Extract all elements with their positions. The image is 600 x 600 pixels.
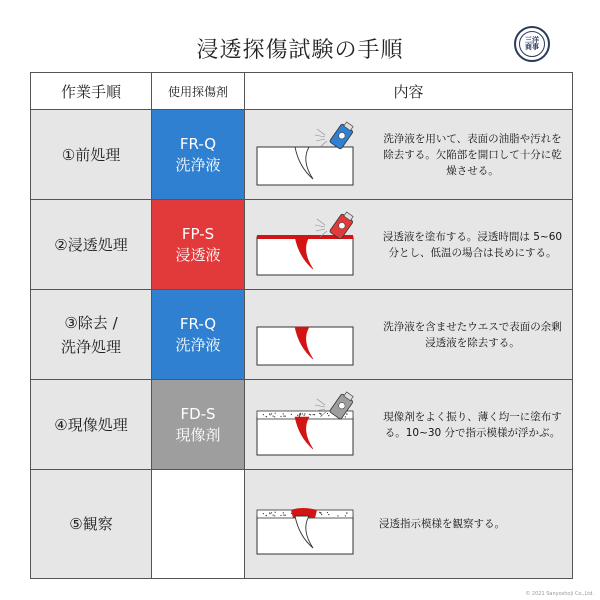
process-illustration [255,301,367,369]
agent-cell [152,380,245,470]
header-step: 作業手順 [31,73,152,110]
step-label: ②浸透処理 [31,200,152,290]
procedure-row [31,290,573,380]
content-cell [245,110,573,200]
step-label: ⑤観察 [31,470,152,579]
step-label: ④現像処理 [31,380,152,470]
header-agent: 使用探傷剤 [152,73,245,110]
agent-cell [152,200,245,290]
step-description: 洗浄液を含ませたウエスで表面の余剰浸透液を除去する。 [383,320,562,349]
header-content: 内容 [245,73,573,110]
agent-name: 現像剤 [175,425,221,444]
step-description: 浸透液を塗布する。浸透時間は 5~60 分とし、低温の場合は長めにする。 [382,230,563,259]
agent-cell [152,470,245,579]
procedure-table [30,72,573,579]
process-illustration [255,490,367,558]
agent-code: FD-S [180,404,216,423]
process-illustration [255,391,367,459]
step-label: ③除去 / 洗浄処理 [31,290,152,380]
procedure-row [31,470,573,579]
agent-name: 浸透液 [175,245,221,264]
agent-cell [152,290,245,380]
agent-name: 洗浄液 [175,335,221,354]
content-cell [245,290,573,380]
seal-text: 三洋 商事 [519,31,545,57]
page-title: 浸透探傷試験の手順 [196,38,404,63]
agent-cell [152,110,245,200]
spray-mist-icon [315,219,327,237]
spray-mist-icon [315,129,327,147]
step-label: ①前処理 [31,110,152,200]
step-description: 現像剤をよく振り、薄く均一に塗布する。10~30 分で指示模様が浮かぶ。 [383,410,562,439]
agent-name: 洗浄液 [175,155,221,174]
procedure-row [31,380,573,470]
content-cell [245,470,573,579]
copyright: © 2021 Sanyoshoji Co.,Ltd. [525,591,594,597]
process-illustration [255,211,367,279]
step-description: 浸透指示模様を観察する。 [379,518,505,530]
content-cell [245,200,573,290]
agent-code: FR-Q [179,134,217,153]
company-seal-icon [514,26,550,62]
step-description: 洗浄液を用いて、表面の油脂や汚れを除去する。欠陥部を開口して十分に乾燥させる。 [383,132,562,177]
process-illustration [255,121,367,189]
spray-can-blue-icon [329,121,355,150]
agent-code: FR-Q [179,314,217,333]
agent-code: FP-S [181,224,215,243]
procedure-row [31,110,573,200]
procedure-row [31,200,573,290]
content-cell [245,380,573,470]
header-row [31,73,573,110]
